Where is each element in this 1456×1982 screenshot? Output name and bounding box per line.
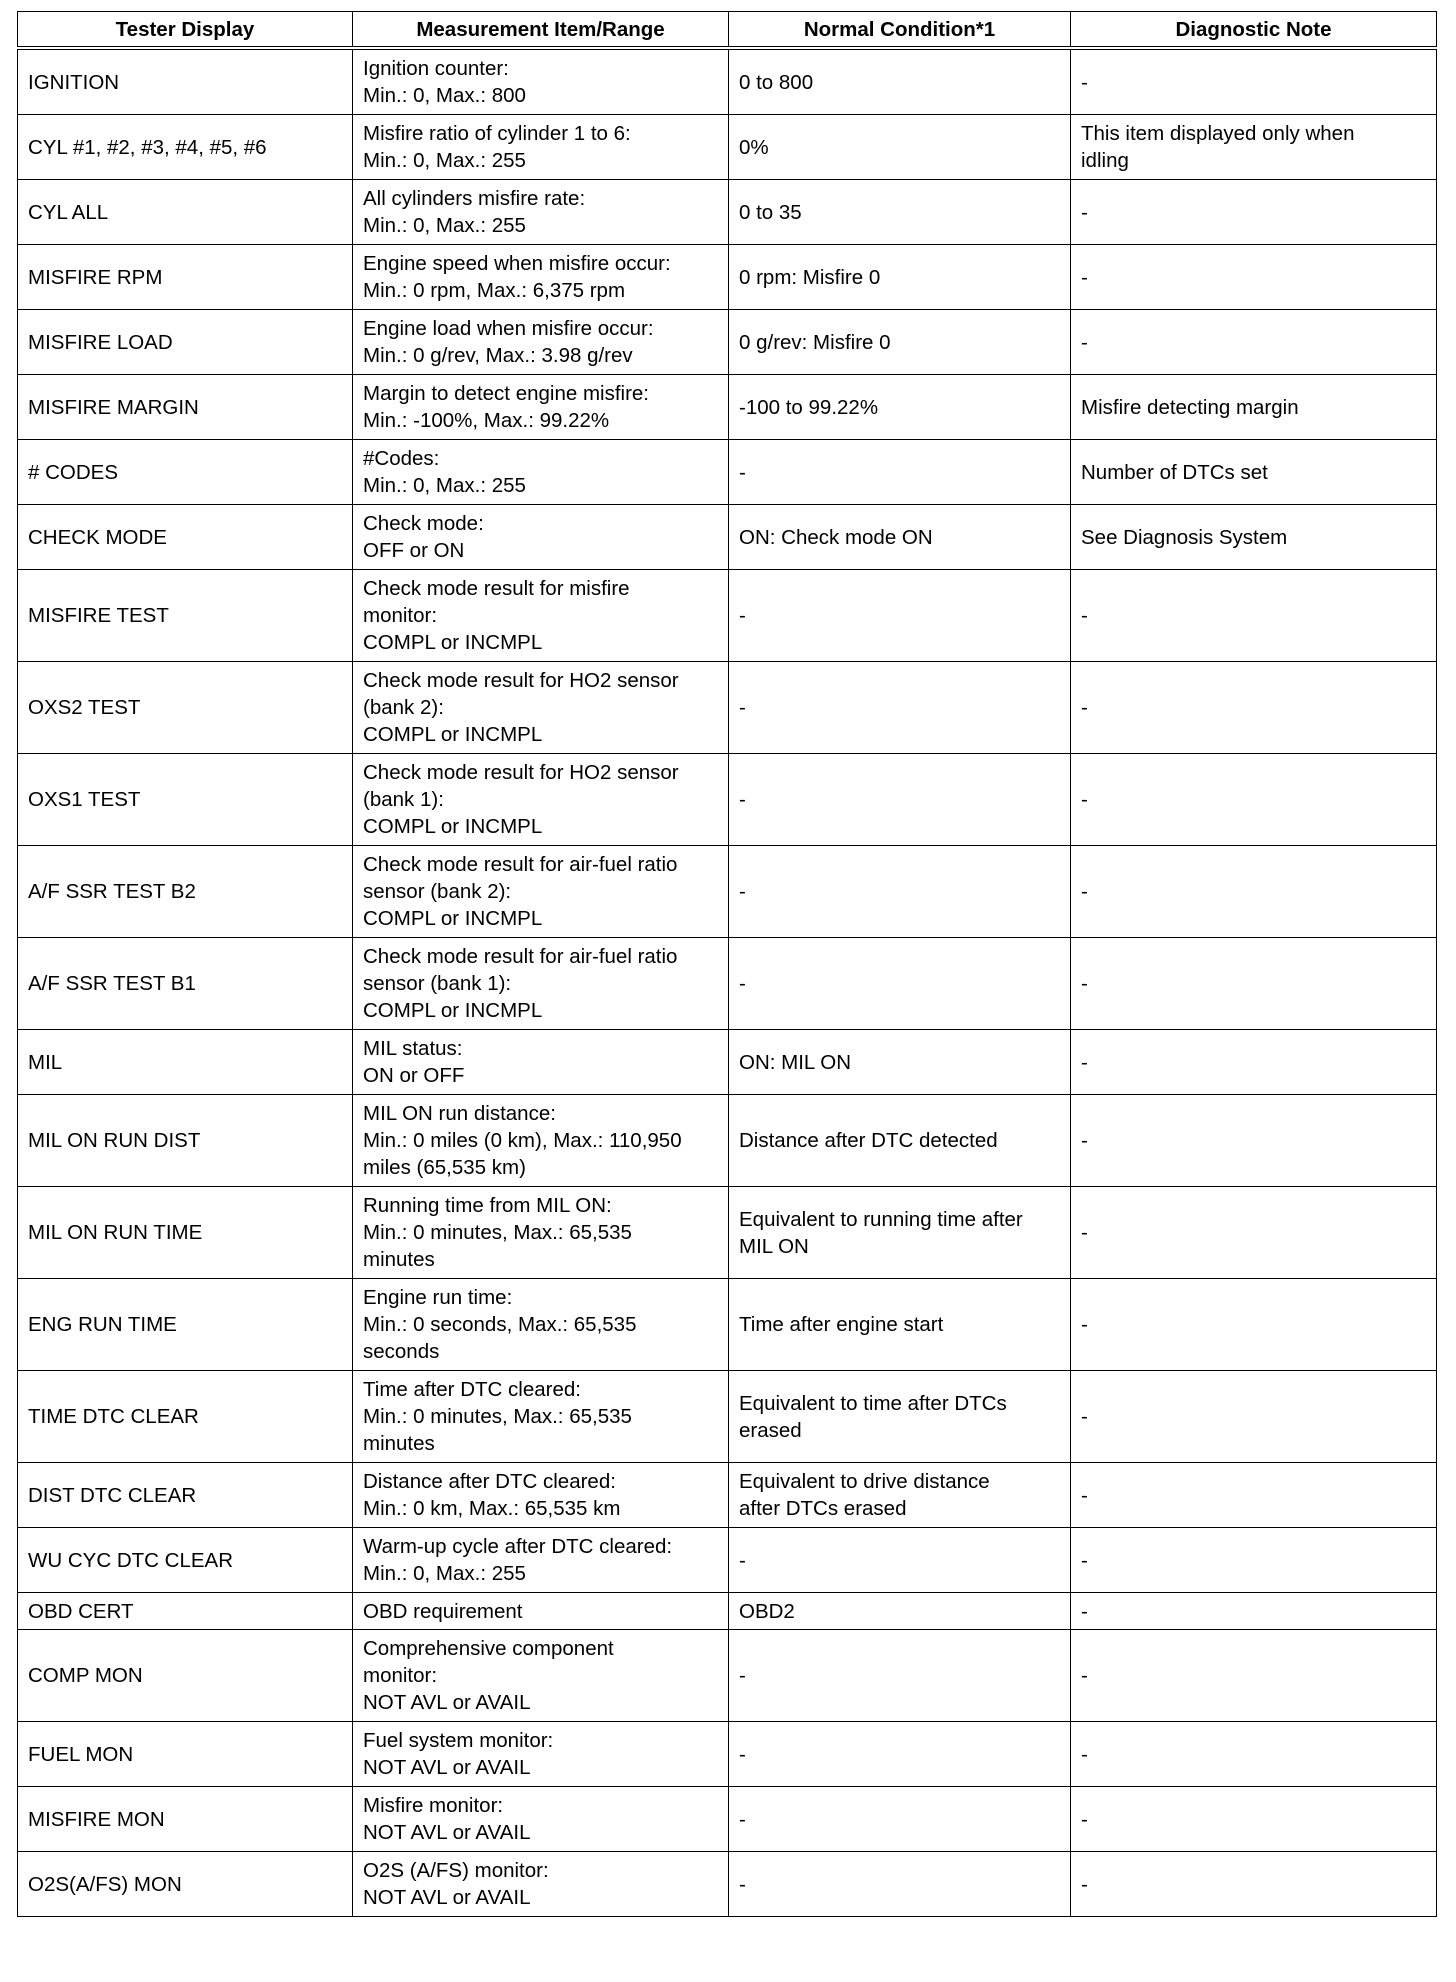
measurement-range-cell: Check mode result for air-fuel ratio sensor (bank 1): COMPL or INCMPL xyxy=(353,938,729,1030)
measurement-range-cell: Engine load when misfire occur: Min.: 0 g/rev, Max.: 3.98 g/rev xyxy=(353,310,729,375)
diagnostic-note-cell: - xyxy=(1071,1463,1437,1528)
table-row xyxy=(18,570,1437,662)
tester-display-cell: MIL ON RUN TIME xyxy=(18,1187,353,1279)
diagnostic-note-cell: - xyxy=(1071,1030,1437,1095)
diagnostic-note-cell: - xyxy=(1071,938,1437,1030)
normal-condition-cell: OBD2 xyxy=(729,1593,1071,1630)
diagnostic-note-cell: - xyxy=(1071,1593,1437,1630)
tester-display-cell: O2S(A/FS) MON xyxy=(18,1852,353,1917)
tester-display-cell: MIL xyxy=(18,1030,353,1095)
diagnostic-note-cell: See Diagnosis System xyxy=(1071,505,1437,570)
measurement-range-cell: Check mode result for misfire monitor: COMPL or INCMPL xyxy=(353,570,729,662)
normal-condition-cell: 0% xyxy=(729,115,1071,180)
measurement-range-cell: Fuel system monitor: NOT AVL or AVAIL xyxy=(353,1722,729,1787)
measurement-range-cell: Misfire monitor: NOT AVL or AVAIL xyxy=(353,1787,729,1852)
normal-condition-cell: -100 to 99.22% xyxy=(729,375,1071,440)
table-row xyxy=(18,846,1437,938)
table-row xyxy=(18,1593,1437,1630)
normal-condition-cell: Equivalent to time after DTCs erased xyxy=(729,1371,1071,1463)
table-row xyxy=(18,1852,1437,1917)
diagnostic-note-cell: - xyxy=(1071,662,1437,754)
table-row xyxy=(18,1463,1437,1528)
measurement-range-cell: O2S (A/FS) monitor: NOT AVL or AVAIL xyxy=(353,1852,729,1917)
tester-display-cell: # CODES xyxy=(18,440,353,505)
diagnostic-note-cell: - xyxy=(1071,1852,1437,1917)
normal-condition-cell: - xyxy=(729,1852,1071,1917)
table-row xyxy=(18,115,1437,180)
data-list-table-container xyxy=(17,11,1436,1917)
table-row xyxy=(18,245,1437,310)
measurement-range-cell: OBD requirement xyxy=(353,1593,729,1630)
diagnostic-note-cell: - xyxy=(1071,1187,1437,1279)
diagnostic-note-cell: - xyxy=(1071,1371,1437,1463)
tester-display-cell: FUEL MON xyxy=(18,1722,353,1787)
normal-condition-cell: Distance after DTC detected xyxy=(729,1095,1071,1187)
normal-condition-cell: - xyxy=(729,662,1071,754)
tester-display-cell: OBD CERT xyxy=(18,1593,353,1630)
table-row xyxy=(18,375,1437,440)
tester-display-cell: A/F SSR TEST B2 xyxy=(18,846,353,938)
measurement-range-cell: Margin to detect engine misfire: Min.: -100%, Max.: 99.22% xyxy=(353,375,729,440)
diagnostic-note-cell: Number of DTCs set xyxy=(1071,440,1437,505)
tester-display-cell: MISFIRE TEST xyxy=(18,570,353,662)
normal-condition-cell: 0 g/rev: Misfire 0 xyxy=(729,310,1071,375)
tester-display-cell: COMP MON xyxy=(18,1630,353,1722)
normal-condition-cell: 0 rpm: Misfire 0 xyxy=(729,245,1071,310)
table-row xyxy=(18,1187,1437,1279)
diagnostic-note-cell: - xyxy=(1071,570,1437,662)
table-row xyxy=(18,1528,1437,1593)
measurement-range-cell: Distance after DTC cleared: Min.: 0 km, Max.: 65,535 km xyxy=(353,1463,729,1528)
normal-condition-cell: - xyxy=(729,938,1071,1030)
diagnostic-note-cell: - xyxy=(1071,245,1437,310)
table-row xyxy=(18,1787,1437,1852)
normal-condition-cell: - xyxy=(729,846,1071,938)
measurement-range-cell: Check mode: OFF or ON xyxy=(353,505,729,570)
measurement-range-cell: Engine speed when misfire occur: Min.: 0 rpm, Max.: 6,375 rpm xyxy=(353,245,729,310)
diagnostic-note-cell: - xyxy=(1071,310,1437,375)
measurement-range-cell: Time after DTC cleared: Min.: 0 minutes, Max.: 65,535 minutes xyxy=(353,1371,729,1463)
header-tester-display: Tester Display xyxy=(18,12,353,49)
table-row xyxy=(18,938,1437,1030)
diagnostic-note-cell: - xyxy=(1071,1279,1437,1371)
table-row xyxy=(18,1279,1437,1371)
normal-condition-cell: Equivalent to running time after MIL ON xyxy=(729,1187,1071,1279)
table-row xyxy=(18,1371,1437,1463)
tester-display-cell: MISFIRE LOAD xyxy=(18,310,353,375)
normal-condition-cell: - xyxy=(729,570,1071,662)
measurement-range-cell: MIL ON run distance: Min.: 0 miles (0 km), Max.: 110,950 miles (65,535 km) xyxy=(353,1095,729,1187)
tester-display-cell: IGNITION xyxy=(18,48,353,115)
normal-condition-cell: ON: MIL ON xyxy=(729,1030,1071,1095)
tester-display-cell: A/F SSR TEST B1 xyxy=(18,938,353,1030)
tester-display-cell: ENG RUN TIME xyxy=(18,1279,353,1371)
measurement-range-cell: #Codes: Min.: 0, Max.: 255 xyxy=(353,440,729,505)
measurement-range-cell: All cylinders misfire rate: Min.: 0, Max.: 255 xyxy=(353,180,729,245)
data-list-table xyxy=(17,11,1437,1917)
header-diagnostic-note: Diagnostic Note xyxy=(1071,12,1437,49)
tester-display-cell: MIL ON RUN DIST xyxy=(18,1095,353,1187)
diagnostic-note-cell: Misfire detecting margin xyxy=(1071,375,1437,440)
normal-condition-cell: - xyxy=(729,440,1071,505)
diagnostic-note-cell: - xyxy=(1071,180,1437,245)
tester-display-cell: OXS2 TEST xyxy=(18,662,353,754)
normal-condition-cell: ON: Check mode ON xyxy=(729,505,1071,570)
normal-condition-cell: - xyxy=(729,1528,1071,1593)
table-row xyxy=(18,440,1437,505)
measurement-range-cell: MIL status: ON or OFF xyxy=(353,1030,729,1095)
diagnostic-note-cell: - xyxy=(1071,1528,1437,1593)
diagnostic-note-cell: - xyxy=(1071,754,1437,846)
header-normal-condition: Normal Condition*1 xyxy=(729,12,1071,49)
measurement-range-cell: Engine run time: Min.: 0 seconds, Max.: 65,535 seconds xyxy=(353,1279,729,1371)
table-row xyxy=(18,180,1437,245)
header-row xyxy=(18,12,1437,49)
diagnostic-note-cell: - xyxy=(1071,1722,1437,1787)
tester-display-cell: MISFIRE MARGIN xyxy=(18,375,353,440)
measurement-range-cell: Check mode result for HO2 sensor (bank 2): COMPL or INCMPL xyxy=(353,662,729,754)
normal-condition-cell: - xyxy=(729,1722,1071,1787)
table-row xyxy=(18,662,1437,754)
table-row xyxy=(18,48,1437,115)
tester-display-cell: OXS1 TEST xyxy=(18,754,353,846)
measurement-range-cell: Warm-up cycle after DTC cleared: Min.: 0, Max.: 255 xyxy=(353,1528,729,1593)
tester-display-cell: CYL #1, #2, #3, #4, #5, #6 xyxy=(18,115,353,180)
diagnostic-note-cell: - xyxy=(1071,1095,1437,1187)
table-row xyxy=(18,754,1437,846)
diagnostic-note-cell: - xyxy=(1071,48,1437,115)
measurement-range-cell: Comprehensive component monitor: NOT AVL or AVAIL xyxy=(353,1630,729,1722)
tester-display-cell: MISFIRE RPM xyxy=(18,245,353,310)
tester-display-cell: WU CYC DTC CLEAR xyxy=(18,1528,353,1593)
normal-condition-cell: 0 to 800 xyxy=(729,48,1071,115)
tester-display-cell: TIME DTC CLEAR xyxy=(18,1371,353,1463)
measurement-range-cell: Running time from MIL ON: Min.: 0 minutes, Max.: 65,535 minutes xyxy=(353,1187,729,1279)
table-row xyxy=(18,1095,1437,1187)
header-measurement-item: Measurement Item/Range xyxy=(353,12,729,49)
table-row xyxy=(18,310,1437,375)
tester-display-cell: MISFIRE MON xyxy=(18,1787,353,1852)
tester-display-cell: DIST DTC CLEAR xyxy=(18,1463,353,1528)
table-row xyxy=(18,1722,1437,1787)
table-row xyxy=(18,1630,1437,1722)
diagnostic-note-cell: - xyxy=(1071,846,1437,938)
normal-condition-cell: Equivalent to drive distance after DTCs erased xyxy=(729,1463,1071,1528)
normal-condition-cell: - xyxy=(729,1630,1071,1722)
tester-display-cell: CYL ALL xyxy=(18,180,353,245)
normal-condition-cell: Time after engine start xyxy=(729,1279,1071,1371)
diagnostic-note-cell: - xyxy=(1071,1787,1437,1852)
table-row xyxy=(18,1030,1437,1095)
measurement-range-cell: Check mode result for HO2 sensor (bank 1): COMPL or INCMPL xyxy=(353,754,729,846)
table-row xyxy=(18,505,1437,570)
measurement-range-cell: Ignition counter: Min.: 0, Max.: 800 xyxy=(353,48,729,115)
diagnostic-note-cell: - xyxy=(1071,1630,1437,1722)
measurement-range-cell: Check mode result for air-fuel ratio sensor (bank 2): COMPL or INCMPL xyxy=(353,846,729,938)
normal-condition-cell: 0 to 35 xyxy=(729,180,1071,245)
normal-condition-cell: - xyxy=(729,1787,1071,1852)
normal-condition-cell: - xyxy=(729,754,1071,846)
tester-display-cell: CHECK MODE xyxy=(18,505,353,570)
measurement-range-cell: Misfire ratio of cylinder 1 to 6: Min.: 0, Max.: 255 xyxy=(353,115,729,180)
diagnostic-note-cell: This item displayed only when idling xyxy=(1071,115,1437,180)
